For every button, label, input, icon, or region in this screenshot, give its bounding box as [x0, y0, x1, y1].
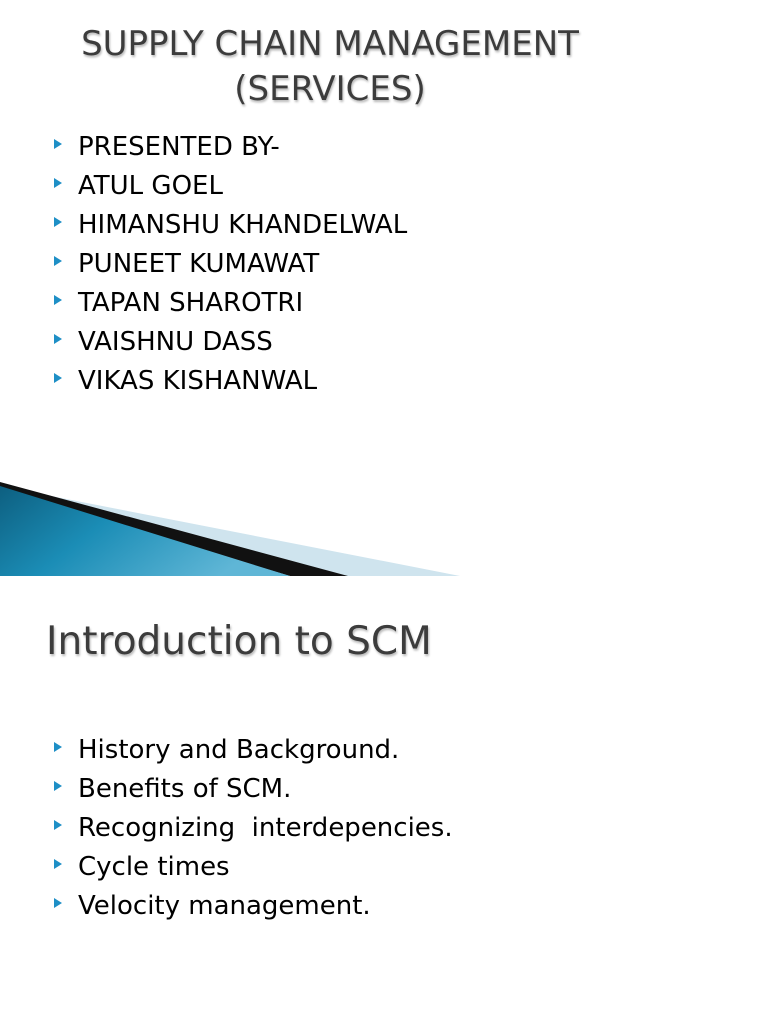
slide-1-title-line-2: (SERVICES) — [234, 69, 426, 109]
list-item-text: VIKAS KISHANWAL — [78, 365, 318, 396]
slide-1-title-line-1: SUPPLY CHAIN MANAGEMENT — [81, 24, 579, 64]
list-item — [54, 166, 407, 205]
list-item-text: PUNEET KUMAWAT — [78, 248, 320, 279]
list-item — [54, 244, 407, 283]
list-item-text: ATUL GOEL — [78, 170, 223, 201]
list-item-text: Benefits of SCM. — [78, 773, 292, 804]
arrow-bullet-icon — [54, 781, 62, 791]
list-item-text: VAISHNU DASS — [78, 326, 273, 357]
list-item-text: Recognizing interdepencies. — [78, 812, 453, 843]
list-item — [54, 205, 407, 244]
list-item-text: TAPAN SHAROTRI — [78, 287, 304, 318]
list-item — [54, 808, 453, 847]
arrow-bullet-icon — [54, 820, 62, 830]
presenter-list — [54, 127, 407, 400]
list-item-text: Cycle times — [78, 851, 230, 882]
list-item — [54, 847, 453, 886]
arrow-bullet-icon — [54, 334, 62, 344]
list-item-text: Velocity management. — [78, 890, 371, 921]
arrow-bullet-icon — [54, 295, 62, 305]
arrow-bullet-icon — [54, 139, 62, 149]
arrow-bullet-icon — [54, 178, 62, 188]
arrow-bullet-icon — [54, 373, 62, 383]
arrow-bullet-icon — [54, 217, 62, 227]
list-item-text: HIMANSHU KHANDELWAL — [78, 209, 408, 240]
list-item-text: PRESENTED BY- — [78, 131, 280, 162]
decorative-swoosh — [0, 480, 460, 576]
slide-2-title: Introduction to SCM — [46, 619, 432, 664]
slide-1-title — [0, 22, 660, 112]
swoosh-teal-wedge — [0, 486, 290, 576]
list-item — [54, 886, 453, 925]
list-item — [54, 769, 453, 808]
list-item — [54, 127, 407, 166]
list-item — [54, 322, 407, 361]
slide-2 — [0, 576, 768, 1024]
list-item — [54, 730, 453, 769]
arrow-bullet-icon — [54, 256, 62, 266]
topic-list — [54, 730, 453, 925]
list-item — [54, 361, 407, 400]
list-item — [54, 283, 407, 322]
list-item-text: History and Background. — [78, 734, 400, 765]
arrow-bullet-icon — [54, 898, 62, 908]
arrow-bullet-icon — [54, 859, 62, 869]
arrow-bullet-icon — [54, 742, 62, 752]
